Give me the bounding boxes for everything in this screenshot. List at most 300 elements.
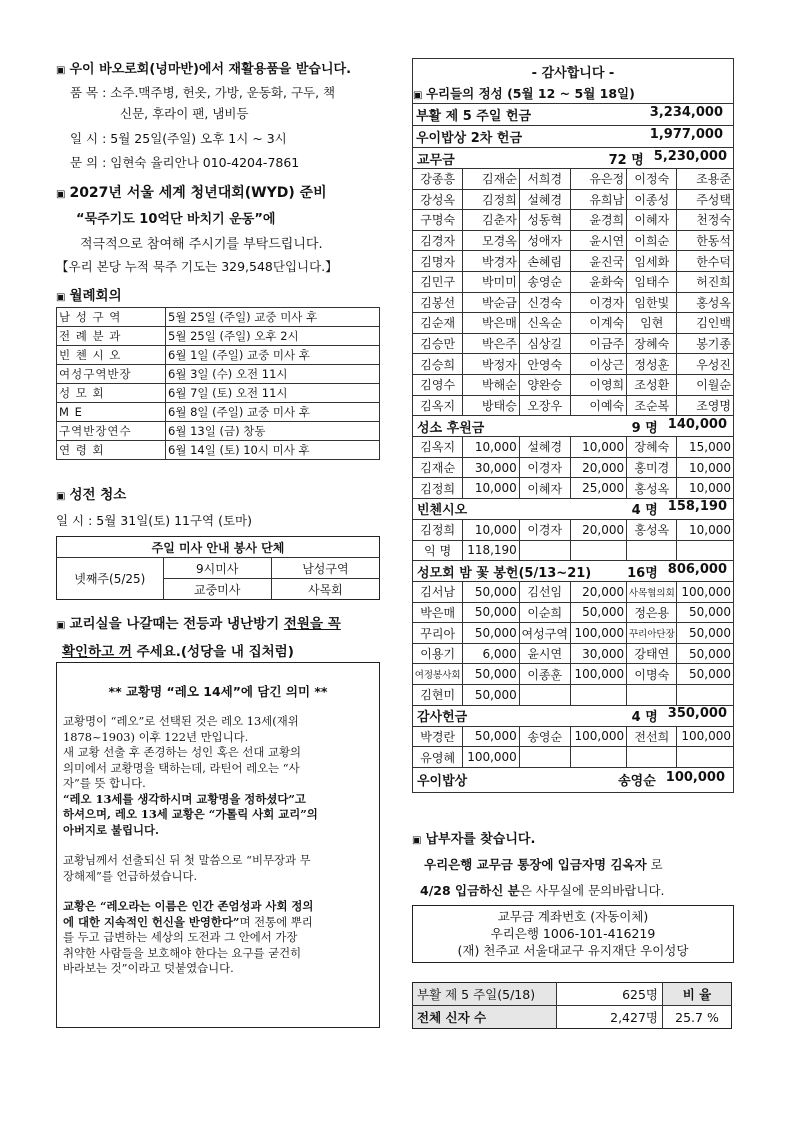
- find-payer-notice: [412, 828, 665, 899]
- monthly-heading: [56, 284, 122, 304]
- sungso-row: [413, 457, 734, 478]
- donor-name: [519, 685, 570, 706]
- donor-amount: 50,000: [463, 685, 519, 706]
- donor-name: 김현미: [413, 685, 463, 706]
- thanks-header-label: 감사헌금: [417, 710, 468, 726]
- account-box: [412, 905, 734, 963]
- thanks-table: [412, 58, 734, 793]
- meeting-row: [57, 308, 380, 327]
- pope-line: 의미에서 교황명을 택하는데, 라틴어 레오는 “사: [63, 760, 300, 775]
- donor-amount: 이금주: [570, 333, 626, 354]
- donor-amount: 30,000: [570, 643, 626, 664]
- donor-name: 이명숙: [627, 664, 677, 685]
- donor-name: 강성옥: [413, 189, 463, 210]
- donor-name: 유영혜: [413, 747, 463, 768]
- donor-amount: 김춘자: [463, 210, 519, 231]
- donor-name: 이경자: [519, 457, 570, 478]
- rice-row: [413, 767, 734, 792]
- donor-amount: 100,000: [677, 726, 734, 747]
- kyomu-row: [413, 189, 734, 210]
- meeting-when: 6월 13일 (금) 창동: [166, 422, 380, 441]
- donor-name: 여정봉사회: [413, 664, 463, 685]
- mary-row: [413, 623, 734, 644]
- attend-total-label: 전체 신자 수: [413, 1006, 557, 1029]
- recycle-title: 우이 바오로회(넝마반)에서 재활용품을 받습니다.: [69, 62, 352, 77]
- recycle-items-line1: 소주.맥주병, 헌옷, 가방, 운동화, 구두, 책: [110, 85, 336, 100]
- donor-name: 손혜림: [519, 251, 570, 272]
- donor-name: [519, 540, 570, 561]
- donor-amount: 봉기종: [677, 333, 734, 354]
- vincent-header-amount: 158,190: [667, 499, 727, 515]
- thanks-header-cell: [413, 705, 734, 726]
- find-line2b: 은 사무실에 문의바랍니다.: [519, 883, 665, 898]
- account-line3: (재) 천주교 서울대교구 유지재단 우이성당: [457, 943, 689, 958]
- donor-amount: 천정숙: [677, 210, 734, 231]
- donor-amount: 모경옥: [463, 230, 519, 251]
- donor-amount: 박은매: [463, 313, 519, 334]
- kyomu-row: [413, 313, 734, 334]
- meeting-when: 6월 14일 (토) 10시 미사 후: [166, 441, 380, 460]
- mass-9am-group: 남성구역: [271, 558, 379, 579]
- donor-amount: 우성진: [677, 354, 734, 375]
- kyomu-row: [413, 395, 734, 416]
- donor-name: 이경자: [519, 519, 570, 540]
- sungso-row: [413, 478, 734, 499]
- donor-name: 김서남: [413, 582, 463, 603]
- donor-amount: 50,000: [677, 623, 734, 644]
- mary-row: [413, 582, 734, 603]
- meeting-row: [57, 327, 380, 346]
- wyd-notice: [56, 182, 338, 275]
- donor-amount: 유은정: [570, 169, 626, 190]
- donor-amount: 20,000: [570, 519, 626, 540]
- donor-name: 이용기: [413, 643, 463, 664]
- meeting-group: M E: [57, 403, 166, 422]
- donor-amount: 50,000: [677, 602, 734, 623]
- mary-row: [413, 685, 734, 706]
- find-title: 납부자를 찾습니다.: [425, 832, 536, 847]
- donor-amount: 이상근: [570, 354, 626, 375]
- power-line2a: 확인하고 꺼: [62, 644, 132, 660]
- bullet-icon: ▣: [413, 90, 426, 101]
- meeting-row: [57, 365, 380, 384]
- donor-amount: 100,000: [677, 582, 734, 603]
- bullet-icon: ▣: [56, 620, 66, 631]
- donor-name: 박경란: [413, 726, 463, 747]
- pope-paragraph-4: [63, 930, 373, 977]
- mary-row: [413, 664, 734, 685]
- donor-amount: 100,000: [570, 726, 626, 747]
- vincent-header-cell: [413, 498, 734, 519]
- vincent-header: [413, 498, 734, 519]
- donor-name: 정성훈: [627, 354, 677, 375]
- meeting-when: 6월 3일 (수) 오전 11시: [166, 365, 380, 384]
- bullet-icon: ▣: [56, 491, 66, 502]
- rice2-row: [413, 126, 734, 148]
- donor-amount: 유희남: [570, 189, 626, 210]
- monthly-table: [56, 307, 380, 460]
- donor-name: 조성환: [627, 374, 677, 395]
- wyd-title: 2027년 서울 세계 청년대회(WYD) 준비: [69, 185, 327, 201]
- attendance-table: [412, 982, 732, 1029]
- attend-ratio-value: 25.7 %: [675, 1009, 719, 1025]
- donor-amount: 25,000: [570, 478, 626, 499]
- donor-amount: 50,000: [463, 582, 519, 603]
- donor-name: 서희경: [519, 169, 570, 190]
- donor-amount: 홍성옥: [677, 292, 734, 313]
- recycle-items-line2: 신문, 후라이 팬, 냄비등: [120, 106, 249, 121]
- sungso-row: [413, 437, 734, 458]
- meeting-row: [57, 346, 380, 365]
- donor-name: 강종흥: [413, 169, 463, 190]
- meeting-when: 6월 1일 (주일) 교중 미사 후: [166, 346, 380, 365]
- donor-amount: 100,000: [463, 747, 519, 768]
- thanks-period-cell: [413, 83, 734, 104]
- donor-name: 여성구역: [519, 623, 570, 644]
- donor-name: 안영숙: [519, 354, 570, 375]
- pope-line: 를 두고 급변하는 세상의 도전과 그 안에서 가장: [63, 930, 298, 944]
- donor-amount: 윤화숙: [570, 271, 626, 292]
- power-notice: [56, 612, 341, 660]
- attend-ratio-label: 비 율: [663, 983, 732, 1006]
- meeting-row: [57, 441, 380, 460]
- sungso-header-cell: [413, 416, 734, 437]
- donor-name: 익 명: [413, 540, 463, 561]
- meeting-when: 5월 25일 (주일) 교중 미사 후: [166, 308, 380, 327]
- donor-name: 김승희: [413, 354, 463, 375]
- donor-name: 김정희: [413, 478, 463, 499]
- donor-amount: 50,000: [463, 726, 519, 747]
- donor-amount: 김재순: [463, 169, 519, 190]
- donor-amount: 이계숙: [570, 313, 626, 334]
- pope-line: 장해제”를 언급하셨습니다.: [63, 868, 198, 883]
- donor-amount: 주성택: [677, 189, 734, 210]
- kyomu-row: [413, 230, 734, 251]
- donor-name: 김옥지: [413, 437, 463, 458]
- wyd-line1: “묵주기도 10억단 바치기 운동”에: [76, 212, 276, 227]
- thanks-period-row: [413, 83, 734, 104]
- clean-title: 성전 청소: [69, 487, 127, 503]
- pope-line: 바라보는 것”이라고 덧붙였습니다.: [63, 961, 234, 975]
- donor-amount: 한수덕: [677, 251, 734, 272]
- donor-amount: 윤시연: [570, 230, 626, 251]
- meeting-row: [57, 422, 380, 441]
- donor-name: 김순재: [413, 313, 463, 334]
- donor-name: 김민구: [413, 271, 463, 292]
- donor-name: 심상길: [519, 333, 570, 354]
- thanks-header-amount: 350,000: [667, 706, 727, 722]
- donor-name: 송영순: [519, 726, 570, 747]
- donor-amount: 이예숙: [570, 395, 626, 416]
- donor-name: 전선희: [627, 726, 677, 747]
- donor-name: 김명자: [413, 251, 463, 272]
- mass-9am: 9시미사: [163, 558, 271, 579]
- donor-amount: 김인백: [677, 313, 734, 334]
- recycle-date: 일 시 : 5월 25일(주일) 오후 1시 ~ 3시: [70, 131, 287, 146]
- donor-name: [519, 747, 570, 768]
- donor-amount: 윤진국: [570, 251, 626, 272]
- mary-header-count: 16명: [627, 565, 658, 581]
- thanks-title-row: [413, 59, 734, 84]
- donor-amount: 이영희: [570, 374, 626, 395]
- mass-title: 주일 미사 안내 봉사 단체: [57, 537, 380, 558]
- donor-name: 김재순: [413, 457, 463, 478]
- donor-name: 신옥순: [519, 313, 570, 334]
- donor-name: 홍성옥: [627, 519, 677, 540]
- pope-line: 교황님께서 선출되신 뒤 첫 말씀으로 “비무장과 무: [63, 853, 311, 867]
- mass-week: 넷째주(5/25): [57, 558, 164, 600]
- donor-amount: 박경자: [463, 251, 519, 272]
- find-line1a: 우리은행 교무금 통장에 입금자명 김옥자: [424, 857, 647, 872]
- pope-line: 하셔으며, 레오 13세 교황은 “가톨릭 사회 교리”의: [63, 807, 318, 821]
- donor-amount: 10,000: [463, 478, 519, 499]
- pope-p4-bold-b: 에 대한 지속적인 헌신을 반영한다”: [63, 914, 240, 929]
- pope-p4-rest-b: 며 전통에 뿌리: [239, 914, 313, 929]
- meeting-when: 6월 7일 (토) 오전 11시: [166, 384, 380, 403]
- mass-service-table: [56, 536, 380, 600]
- kyomu-row: [413, 374, 734, 395]
- donor-amount: 박해순: [463, 374, 519, 395]
- donor-amount: 한동석: [677, 230, 734, 251]
- donor-amount: 100,000: [570, 664, 626, 685]
- find-line1b: 로: [646, 857, 663, 872]
- rice-cell: [413, 767, 734, 792]
- power-line1a: 교리실을 나갈때는 전등과 냉난방기: [69, 616, 284, 632]
- donor-amount: 10,000: [677, 519, 734, 540]
- pope-paragraph-3: [63, 853, 373, 884]
- donor-amount: 윤경희: [570, 210, 626, 231]
- pope-line: “레오 13세를 생각하시며 교황명을 정하셨다”고: [63, 791, 306, 806]
- kyomu-header-cell: [413, 148, 734, 169]
- monthly-title: 월례회의: [69, 288, 122, 304]
- donor-amount: [570, 540, 626, 561]
- thanks-row: [413, 726, 734, 747]
- donor-name: 김승만: [413, 333, 463, 354]
- donor-name: 이종훈: [519, 664, 570, 685]
- donor-name: [627, 685, 677, 706]
- pope-title: ** 교황명 “레오 14세”에 담긴 의미 **: [108, 684, 328, 699]
- meeting-row: [57, 403, 380, 422]
- pope-box: [56, 662, 380, 1028]
- vincent-row: [413, 519, 734, 540]
- pope-line: 새 교황 선출 후 존경하는 성인 혹은 선대 교황의: [63, 745, 302, 759]
- donor-name: 임태수: [627, 271, 677, 292]
- kyomu-header: [413, 148, 734, 169]
- rice-label: 우이밥상: [417, 774, 468, 790]
- donor-name: [627, 540, 677, 561]
- power-line2b: 주세요.(성당을 내 집처럼): [131, 644, 294, 660]
- kyomu-header-label: 교무금: [417, 152, 455, 168]
- donor-amount: 6,000: [463, 643, 519, 664]
- pope-paragraph-1: [63, 714, 373, 792]
- kyomu-row: [413, 271, 734, 292]
- rice-name: 송영순: [618, 774, 656, 790]
- mary-header-cell: [413, 561, 734, 582]
- donor-name: 양완승: [519, 374, 570, 395]
- meeting-when: 5월 25일 (주일) 오후 2시: [166, 327, 380, 346]
- donor-amount: 박순금: [463, 292, 519, 313]
- rice2-row-amount: 1,977,000: [649, 127, 723, 142]
- kyomu-header-count: 72 명: [608, 152, 644, 168]
- donor-name: 꾸리아: [413, 623, 463, 644]
- kyomu-row: [413, 354, 734, 375]
- mary-row: [413, 602, 734, 623]
- donor-name: 홍성옥: [627, 478, 677, 499]
- donor-amount: 50,000: [463, 602, 519, 623]
- donor-name: 사목협의회: [627, 582, 677, 603]
- pope-line: 자”를 뜻 합니다.: [63, 776, 146, 790]
- donor-amount: [677, 540, 734, 561]
- donor-amount: [570, 747, 626, 768]
- donor-amount: 10,000: [677, 478, 734, 499]
- donor-amount: 박미미: [463, 271, 519, 292]
- donor-amount: 50,000: [570, 602, 626, 623]
- donor-name: 이희순: [627, 230, 677, 251]
- meeting-when: 6월 8일 (주일) 교중 미사 후: [166, 403, 380, 422]
- meeting-group: 남 성 구 역: [57, 308, 166, 327]
- donor-name: 성동혁: [519, 210, 570, 231]
- account-line1: 교무금 계좌번호 (자동이체): [497, 909, 649, 924]
- donor-amount: 박정자: [463, 354, 519, 375]
- sungso-header: [413, 416, 734, 437]
- offering-row-amount: 3,234,000: [649, 105, 723, 120]
- donor-amount: 조용준: [677, 169, 734, 190]
- thanks-header: [413, 705, 734, 726]
- donor-name: 홍미경: [627, 457, 677, 478]
- donor-amount: 이경자: [570, 292, 626, 313]
- donor-name: 정은용: [627, 602, 677, 623]
- donor-name: 강태연: [627, 643, 677, 664]
- donor-amount: 30,000: [463, 457, 519, 478]
- donor-name: 김정희: [413, 519, 463, 540]
- rice2-row-label: 우이밥상 2차 헌금: [416, 131, 523, 146]
- pope-line: 교황명이 “레오”로 선택된 것은 레오 13세(재위: [63, 714, 299, 728]
- donor-amount: 방태승: [463, 395, 519, 416]
- donor-name: 신경숙: [519, 292, 570, 313]
- find-line2a: 4/28 입금하신 분: [420, 883, 520, 898]
- donor-amount: 이월순: [677, 374, 734, 395]
- kyomu-row: [413, 251, 734, 272]
- donor-name: 윤시연: [519, 643, 570, 664]
- account-line2: 우리은행 1006-101-416219: [490, 926, 656, 941]
- donor-name: 김봉선: [413, 292, 463, 313]
- meeting-group: 여성구역반장: [57, 365, 166, 384]
- meeting-group: 연 령 회: [57, 441, 166, 460]
- meeting-group: 빈 첸 시 오: [57, 346, 166, 365]
- donor-amount: [570, 685, 626, 706]
- offering-row-label: 부활 제 5 주일 헌금: [416, 109, 532, 124]
- power-line1b: 전원을 꼭: [283, 616, 341, 632]
- donor-name: 임현: [627, 313, 677, 334]
- rice2-row-cell: [413, 126, 734, 148]
- pope-paragraph-2: [63, 792, 373, 839]
- rice-amount: 100,000: [665, 770, 725, 786]
- donor-name: 김옥지: [413, 395, 463, 416]
- attend-week-label: 부활 제 5 주일(5/18): [413, 983, 557, 1006]
- wyd-line3: 【우리 본당 누적 묵주 기도는 329,548단입니다.】: [56, 259, 338, 274]
- vincent-header-count: 4 명: [631, 503, 658, 519]
- vincent-row: [413, 540, 734, 561]
- donor-name: 김선임: [519, 582, 570, 603]
- meeting-row: [57, 384, 380, 403]
- donor-amount: 15,000: [677, 437, 734, 458]
- donor-name: 송영순: [519, 271, 570, 292]
- donor-amount: 조영명: [677, 395, 734, 416]
- donor-name: 구명숙: [413, 210, 463, 231]
- attend-week-value: 625명: [557, 983, 663, 1006]
- kyomu-header-amount: 5,230,000: [653, 148, 727, 164]
- mass-main-group: 사목회: [308, 582, 343, 597]
- pope-line: 아버지로 불립니다.: [63, 822, 159, 837]
- donor-amount: 10,000: [570, 437, 626, 458]
- meeting-group: 전 례 분 과: [57, 327, 166, 346]
- donor-name: 이종성: [627, 189, 677, 210]
- thanks-period: 우리들의 정성 (5월 12 ~ 5월 18일): [425, 86, 635, 101]
- vincent-header-label: 빈첸시오: [417, 503, 468, 519]
- donor-amount: 허진희: [677, 271, 734, 292]
- pope-line: 취약한 사람들을 보호해야 한다는 요구를 굳건히: [63, 945, 302, 960]
- donor-amount: 50,000: [677, 643, 734, 664]
- donor-amount: 50,000: [677, 664, 734, 685]
- recycle-notice: [56, 58, 351, 171]
- donor-name: 조순복: [627, 395, 677, 416]
- attend-total-value: 2,427명: [557, 1006, 663, 1029]
- recycle-items-label: 품 목 :: [70, 85, 107, 100]
- sungso-header-label: 성소 후원금: [417, 420, 485, 436]
- donor-name: 오장우: [519, 395, 570, 416]
- donor-amount: 20,000: [570, 457, 626, 478]
- pope-line: 1878~1903) 이후 122년 만입니다.: [63, 729, 249, 744]
- donor-name: 임세화: [627, 251, 677, 272]
- offering-row-cell: [413, 104, 734, 126]
- donor-name: 임한빛: [627, 292, 677, 313]
- thanks-title: - 감사합니다 -: [413, 59, 734, 84]
- donor-amount: [677, 747, 734, 768]
- meeting-group: 구역반장연수: [57, 422, 166, 441]
- donor-amount: 10,000: [463, 519, 519, 540]
- donor-amount: 50,000: [463, 623, 519, 644]
- kyomu-row: [413, 333, 734, 354]
- wyd-line2: 적극적으로 참여해 주시기를 부탁드립니다.: [80, 237, 323, 252]
- thanks-header-count: 4 명: [631, 710, 658, 726]
- donor-name: 성애자: [519, 230, 570, 251]
- donor-name: 김영수: [413, 374, 463, 395]
- donor-amount: 118,190: [463, 540, 519, 561]
- donor-name: 꾸리아단장: [627, 623, 677, 644]
- bullet-icon: ▣: [412, 835, 422, 846]
- donor-amount: 10,000: [463, 437, 519, 458]
- donor-name: 이정숙: [627, 169, 677, 190]
- donor-name: 설혜경: [519, 189, 570, 210]
- clean-line: 일 시 : 5월 31일(토) 11구역 (토마): [56, 513, 252, 528]
- donor-amount: 10,000: [677, 457, 734, 478]
- mary-header-amount: 806,000: [667, 561, 727, 577]
- donor-name: 장혜숙: [627, 437, 677, 458]
- donor-name: 설혜경: [519, 437, 570, 458]
- mass-main: 교중미사: [163, 579, 271, 600]
- mary-row: [413, 643, 734, 664]
- meeting-group: 성 모 회: [57, 384, 166, 403]
- donor-name: 이혜자: [519, 478, 570, 499]
- donor-name: [627, 747, 677, 768]
- donor-name: 김경자: [413, 230, 463, 251]
- thanks-row: [413, 747, 734, 768]
- donor-amount: 박은주: [463, 333, 519, 354]
- bullet-icon: ▣: [56, 65, 66, 76]
- donor-amount: 20,000: [570, 582, 626, 603]
- donor-name: 이혜자: [627, 210, 677, 231]
- donor-amount: [677, 685, 734, 706]
